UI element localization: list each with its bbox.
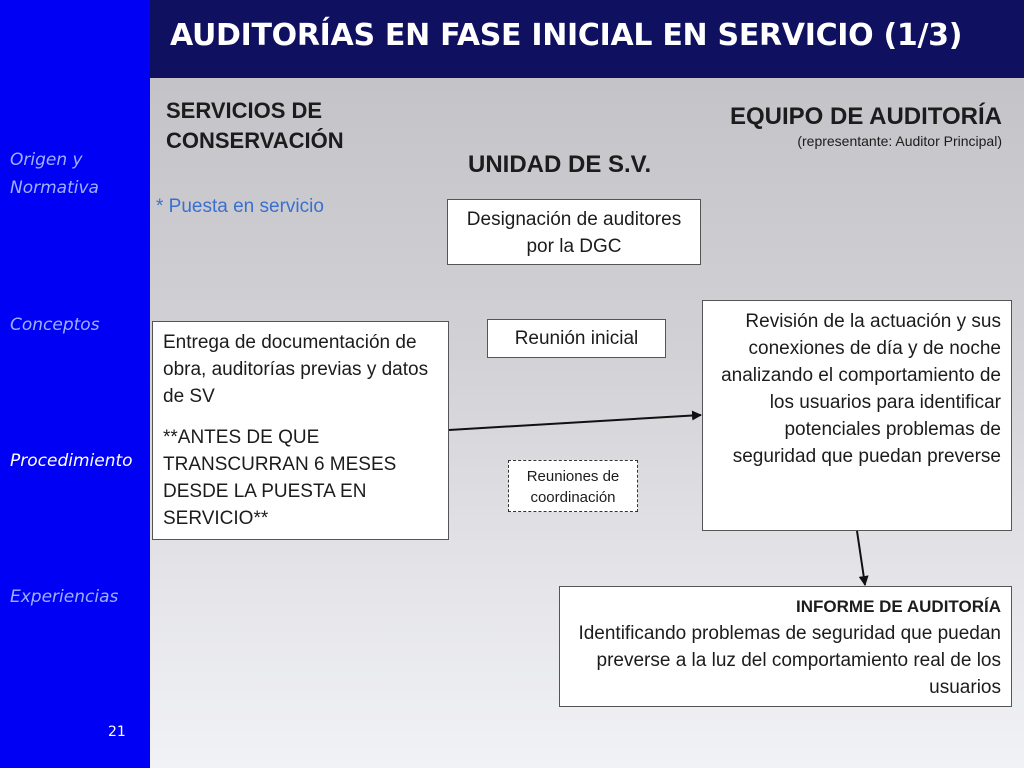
column-heading-servicios-line2: CONSERVACIÓN — [166, 128, 344, 153]
slide-number: 21 — [108, 724, 126, 740]
arrow-entrega-to-revision — [449, 415, 701, 430]
puesta-en-servicio-note: * Puesta en servicio — [156, 196, 324, 217]
column-heading-servicios-line1: SERVICIOS DE — [166, 98, 323, 123]
sidebar-item-procedimiento[interactable]: Procedimiento — [10, 451, 133, 471]
box-designacion-auditores-text: Designación de auditores por la DGC — [466, 209, 682, 257]
column-heading-unidad: UNIDAD DE S.V. — [468, 151, 652, 178]
sidebar-item-conceptos[interactable]: Conceptos — [10, 315, 100, 335]
sidebar-item-experiencias[interactable]: Experiencias — [10, 587, 119, 607]
sidebar-nav — [0, 0, 150, 768]
box-reunion-inicial-text: Reunión inicial — [514, 328, 639, 349]
title-bar — [150, 0, 1024, 78]
flow-arrows — [150, 78, 1024, 768]
arrow-revision-to-informe — [857, 531, 865, 585]
box-revision-actuacion-text: Revisión de la actuación y sus conexiones de día y de noche analizando el comportamiento de los usuarios para identificar potenciales problemas de seguridad que puedan preverse — [721, 311, 1001, 467]
box-entrega-plazo-warning: **ANTES DE QUE TRANSCURRAN 6 MESES DESDE LA PUESTA EN SERVICIO** — [163, 427, 397, 529]
box-reuniones-coordinacion-text: Reuniones de coordinación — [526, 468, 620, 506]
diagram-area — [150, 78, 1024, 768]
sidebar-item-origen-normativa[interactable]: Origen y Normativa — [10, 150, 99, 198]
box-entrega-documentacion-text: Entrega de documentación de obra, auditorías previas y datos de SV — [163, 332, 429, 407]
box-informe-auditoria-title: INFORME DE AUDITORÍA — [796, 597, 1001, 616]
box-informe-auditoria-text: Identificando problemas de seguridad que puedan preverse a la luz del comportamiento real de los usuarios — [578, 623, 1001, 698]
column-heading-equipo-subtitle: (representante: Auditor Principal) — [797, 133, 1002, 149]
column-heading-equipo-title: EQUIPO DE AUDITORÍA — [729, 103, 1002, 130]
slide-title: AUDITORÍAS EN FASE INICIAL EN SERVICIO (1/3) — [170, 18, 963, 53]
